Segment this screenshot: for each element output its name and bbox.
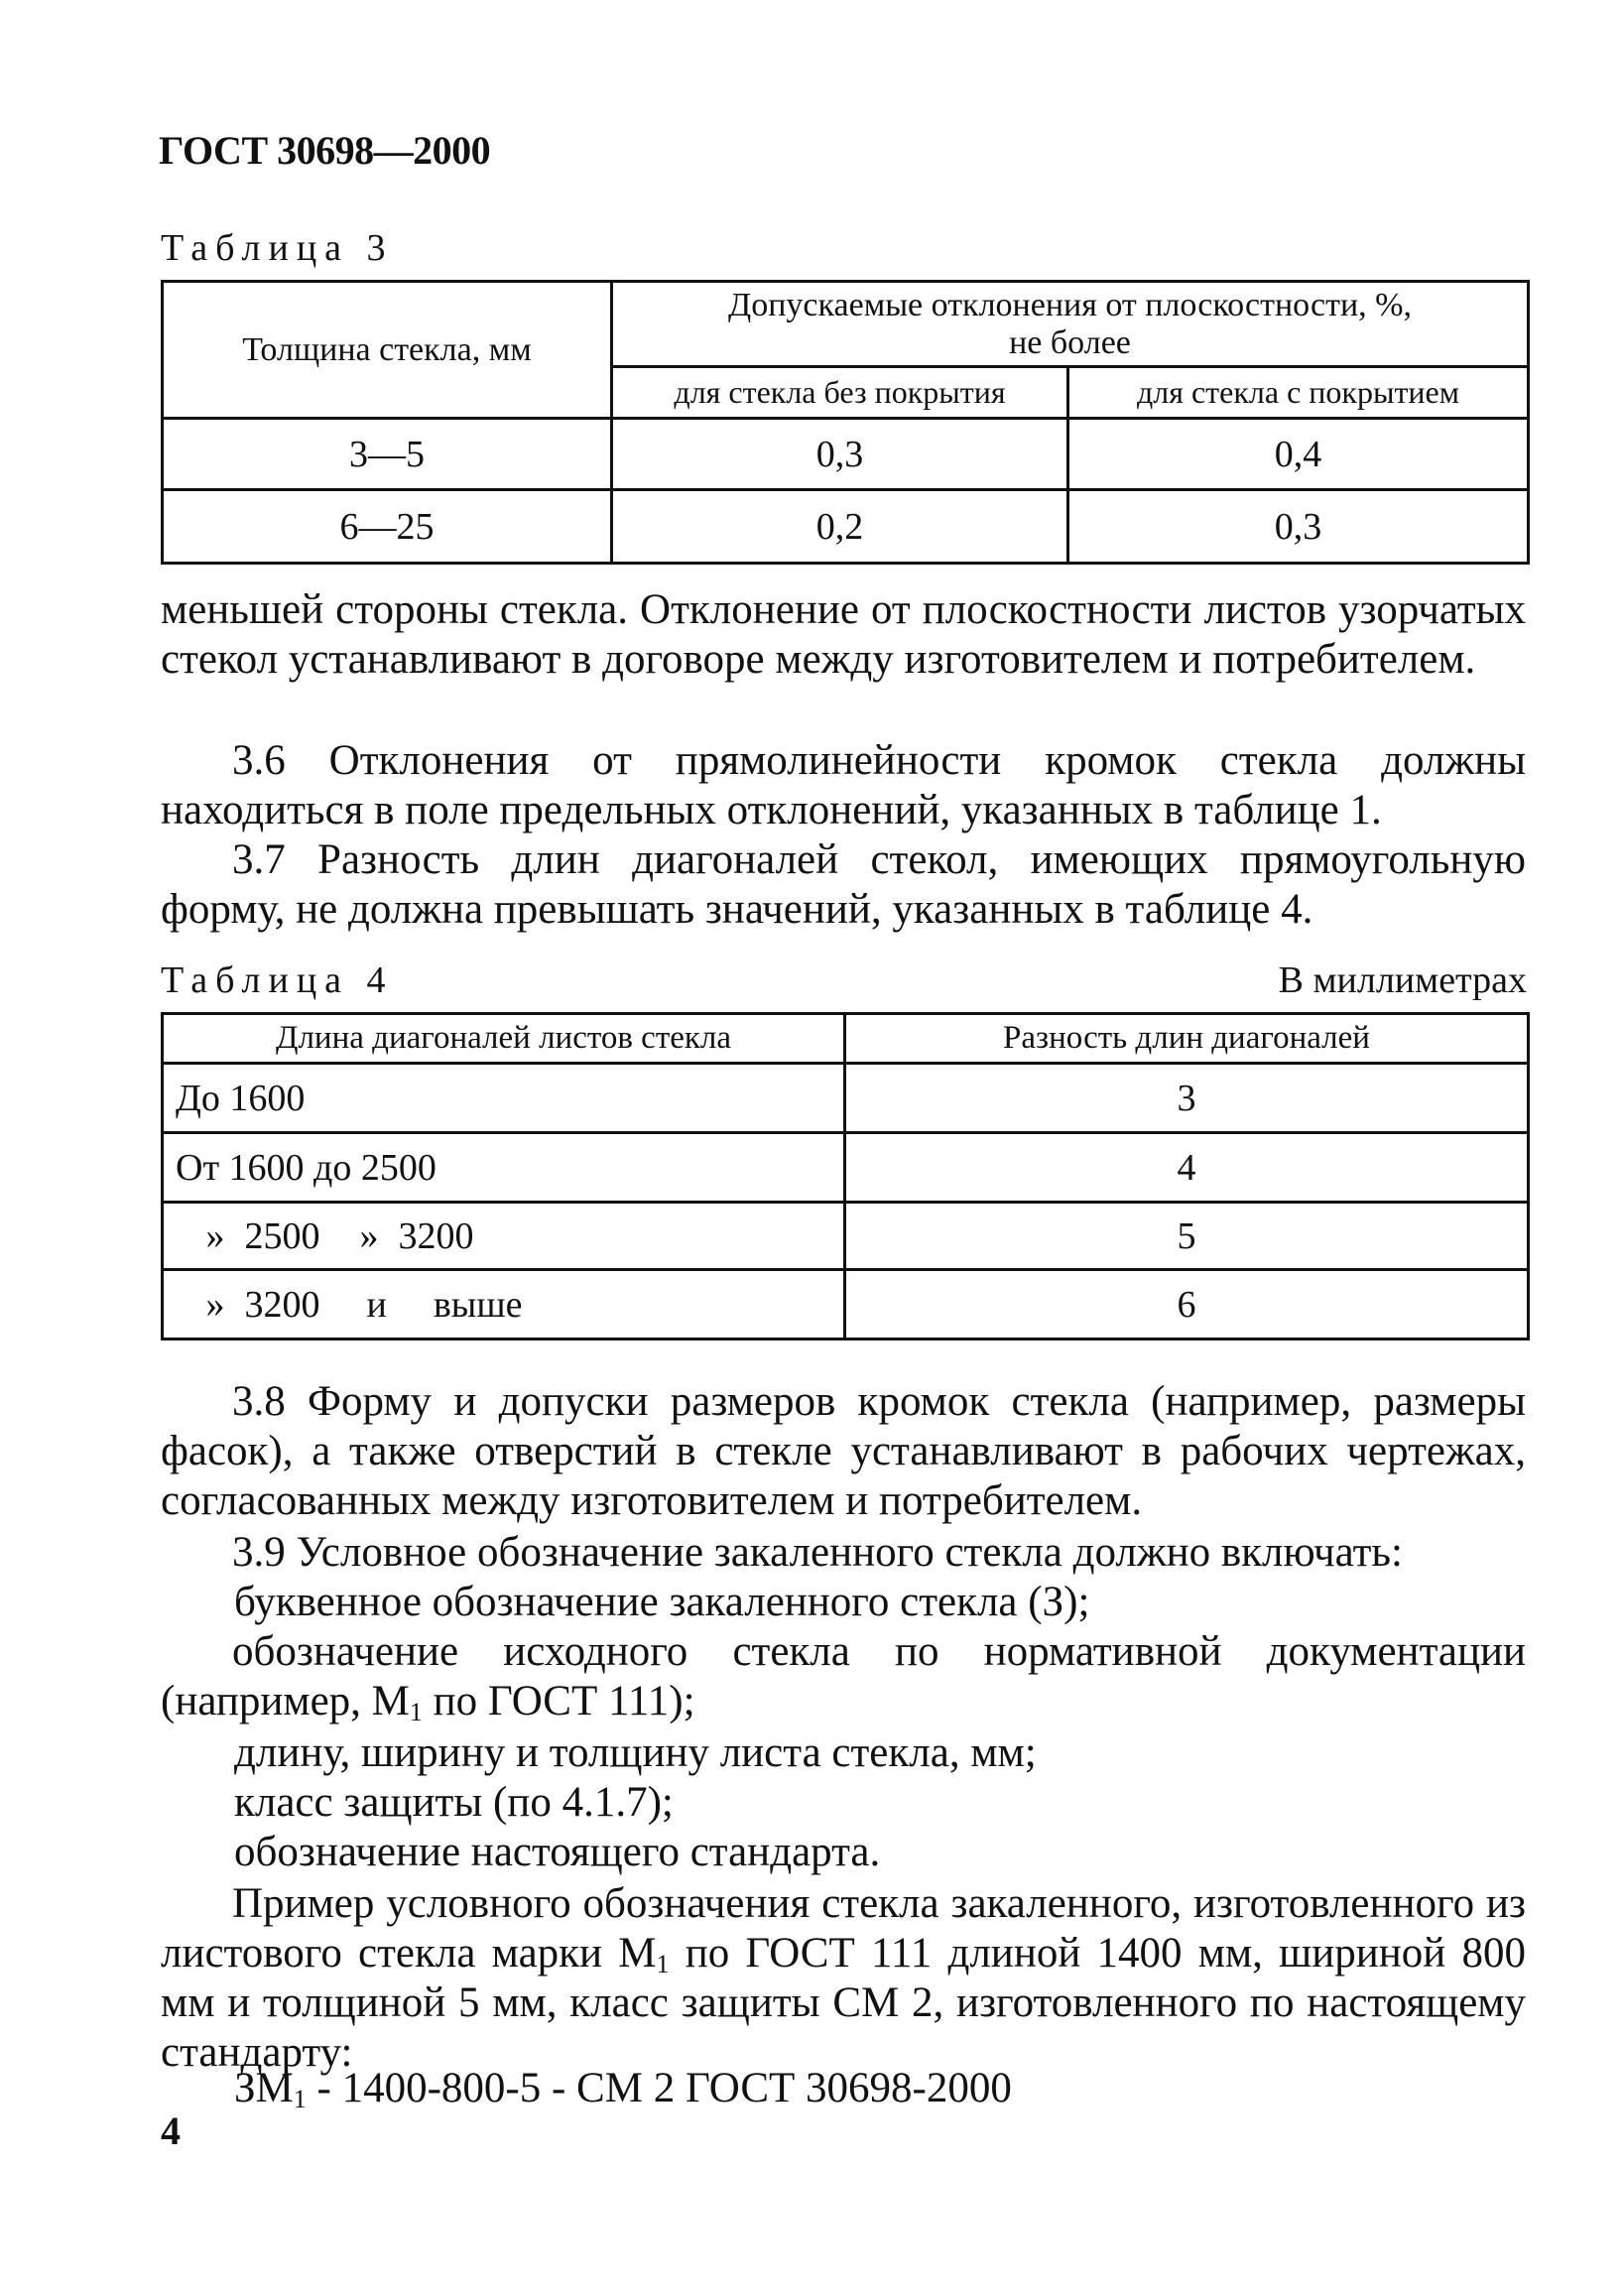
table3-cell-coated: 0,3 (1068, 490, 1529, 564)
range-from: 2500 (244, 1214, 320, 1257)
range-to: выше (433, 1283, 523, 1326)
page-number: 4 (161, 2108, 181, 2153)
table3-header-deviation (612, 282, 1529, 367)
paragraph-3-6: 3.6 Отклонения от прямолинейности кромок стекла должны находиться в поле предельных отклонений, указанных в таблице 1. (161, 737, 1526, 833)
table4-cell-difference: 5 (845, 1203, 1529, 1270)
table4-caption: Таблица 4 (161, 959, 394, 1001)
table3-header-deviation-line1: Допускаемые отклонения от плоскостности, %, (728, 286, 1412, 323)
table3-cell-coated: 0,4 (1068, 419, 1529, 490)
table-row (163, 1133, 1529, 1203)
range-to: 3200 (398, 1214, 474, 1257)
table3-caption: Таблица 3 (161, 227, 394, 269)
table3-header-deviation-line2: не более (1009, 323, 1131, 361)
table4-cell-length: До 1600 (163, 1064, 845, 1133)
document-header: ГОСТ 30698—2000 (159, 128, 491, 173)
table4-cell-difference: 6 (845, 1270, 1529, 1339)
table-row (163, 490, 1529, 564)
ditto-mark: » (359, 1214, 379, 1257)
list-item: буквенное обозначение закаленного стекла (З); (234, 1579, 1090, 1625)
table3-subheader-uncoated: для стекла без покрытия (612, 367, 1068, 419)
paragraph-continuation: меньшей стороны стекла. Отклонение от плоскостности листов узорчатых стекол устанавливают в договоре между изготовителем и потребителем. (161, 586, 1526, 683)
table4-cell-difference: 3 (845, 1064, 1529, 1133)
range-conjunction: и (366, 1283, 387, 1326)
example-paragraph: Пример условного обозначения стекла закаленного, изготовленного из листового стекла марки $М_1$ по ГОСТ 111 длиной 1400 мм, шириной 800 мм и толщиной 5 мм, класс защиты СМ 2, изготовленного по настоящему стандарту: (161, 1880, 1526, 2076)
table-row (163, 1064, 1529, 1133)
table3 (161, 280, 1530, 565)
table-row (163, 1270, 1529, 1339)
list-item: класс защиты (по 4.1.7); (234, 1779, 674, 1826)
table3-cell-thickness: 6—25 (163, 490, 612, 564)
table4 (161, 1012, 1530, 1340)
list-item: обозначение исходного стекла по нормативной документации (например, $М_1$ по ГОСТ 111); (161, 1628, 1526, 1726)
table4-unit: В миллиметрах (1278, 959, 1527, 1001)
range-from: 3200 (244, 1283, 320, 1326)
list-item: обозначение настоящего стандарта. (234, 1829, 881, 1875)
ditto-mark: » (205, 1214, 225, 1257)
table4-cell-length: От 1600 до 2500 (163, 1133, 845, 1203)
table3-header-thickness: Толщина стекла, мм (163, 282, 612, 419)
table4-header-difference: Разность длин диагоналей (845, 1014, 1529, 1064)
table3-subheader-coated: для стекла с покрытием (1068, 367, 1529, 419)
table4-cell-difference: 4 (845, 1133, 1529, 1203)
paragraph-3-7: 3.7 Разность длин диагоналей стекол, имеющих прямоугольную форму, не должна превышать значений, указанных в таблице 4. (161, 836, 1526, 933)
designation-example: $ЗМ_1 - 1400-800-5$ - СМ 2 ГОСТ 30698-2000 (234, 2065, 1012, 2113)
table-row (163, 1203, 1529, 1270)
table-row (163, 419, 1529, 490)
table3-cell-thickness: 3—5 (163, 419, 612, 490)
table4-header-length: Длина диагоналей листов стекла (163, 1014, 845, 1064)
table3-cell-uncoated: 0,2 (612, 490, 1068, 564)
ditto-mark: » (205, 1283, 225, 1326)
paragraph-3-9: 3.9 Условное обозначение закаленного стекла должно включать: (232, 1529, 1403, 1576)
table3-cell-uncoated: 0,3 (612, 419, 1068, 490)
list-item: длину, ширину и толщину листа стекла, мм; (234, 1729, 1037, 1776)
table4-cell-length (163, 1270, 845, 1339)
paragraph-3-8: 3.8 Форму и допуски размеров кромок стекла (например, размеры фасок), а также отверстий в стекле устанавливают в рабочих чертежах, согласованных между изготовителем и потребителем. (161, 1378, 1526, 1524)
table4-cell-length (163, 1203, 845, 1270)
